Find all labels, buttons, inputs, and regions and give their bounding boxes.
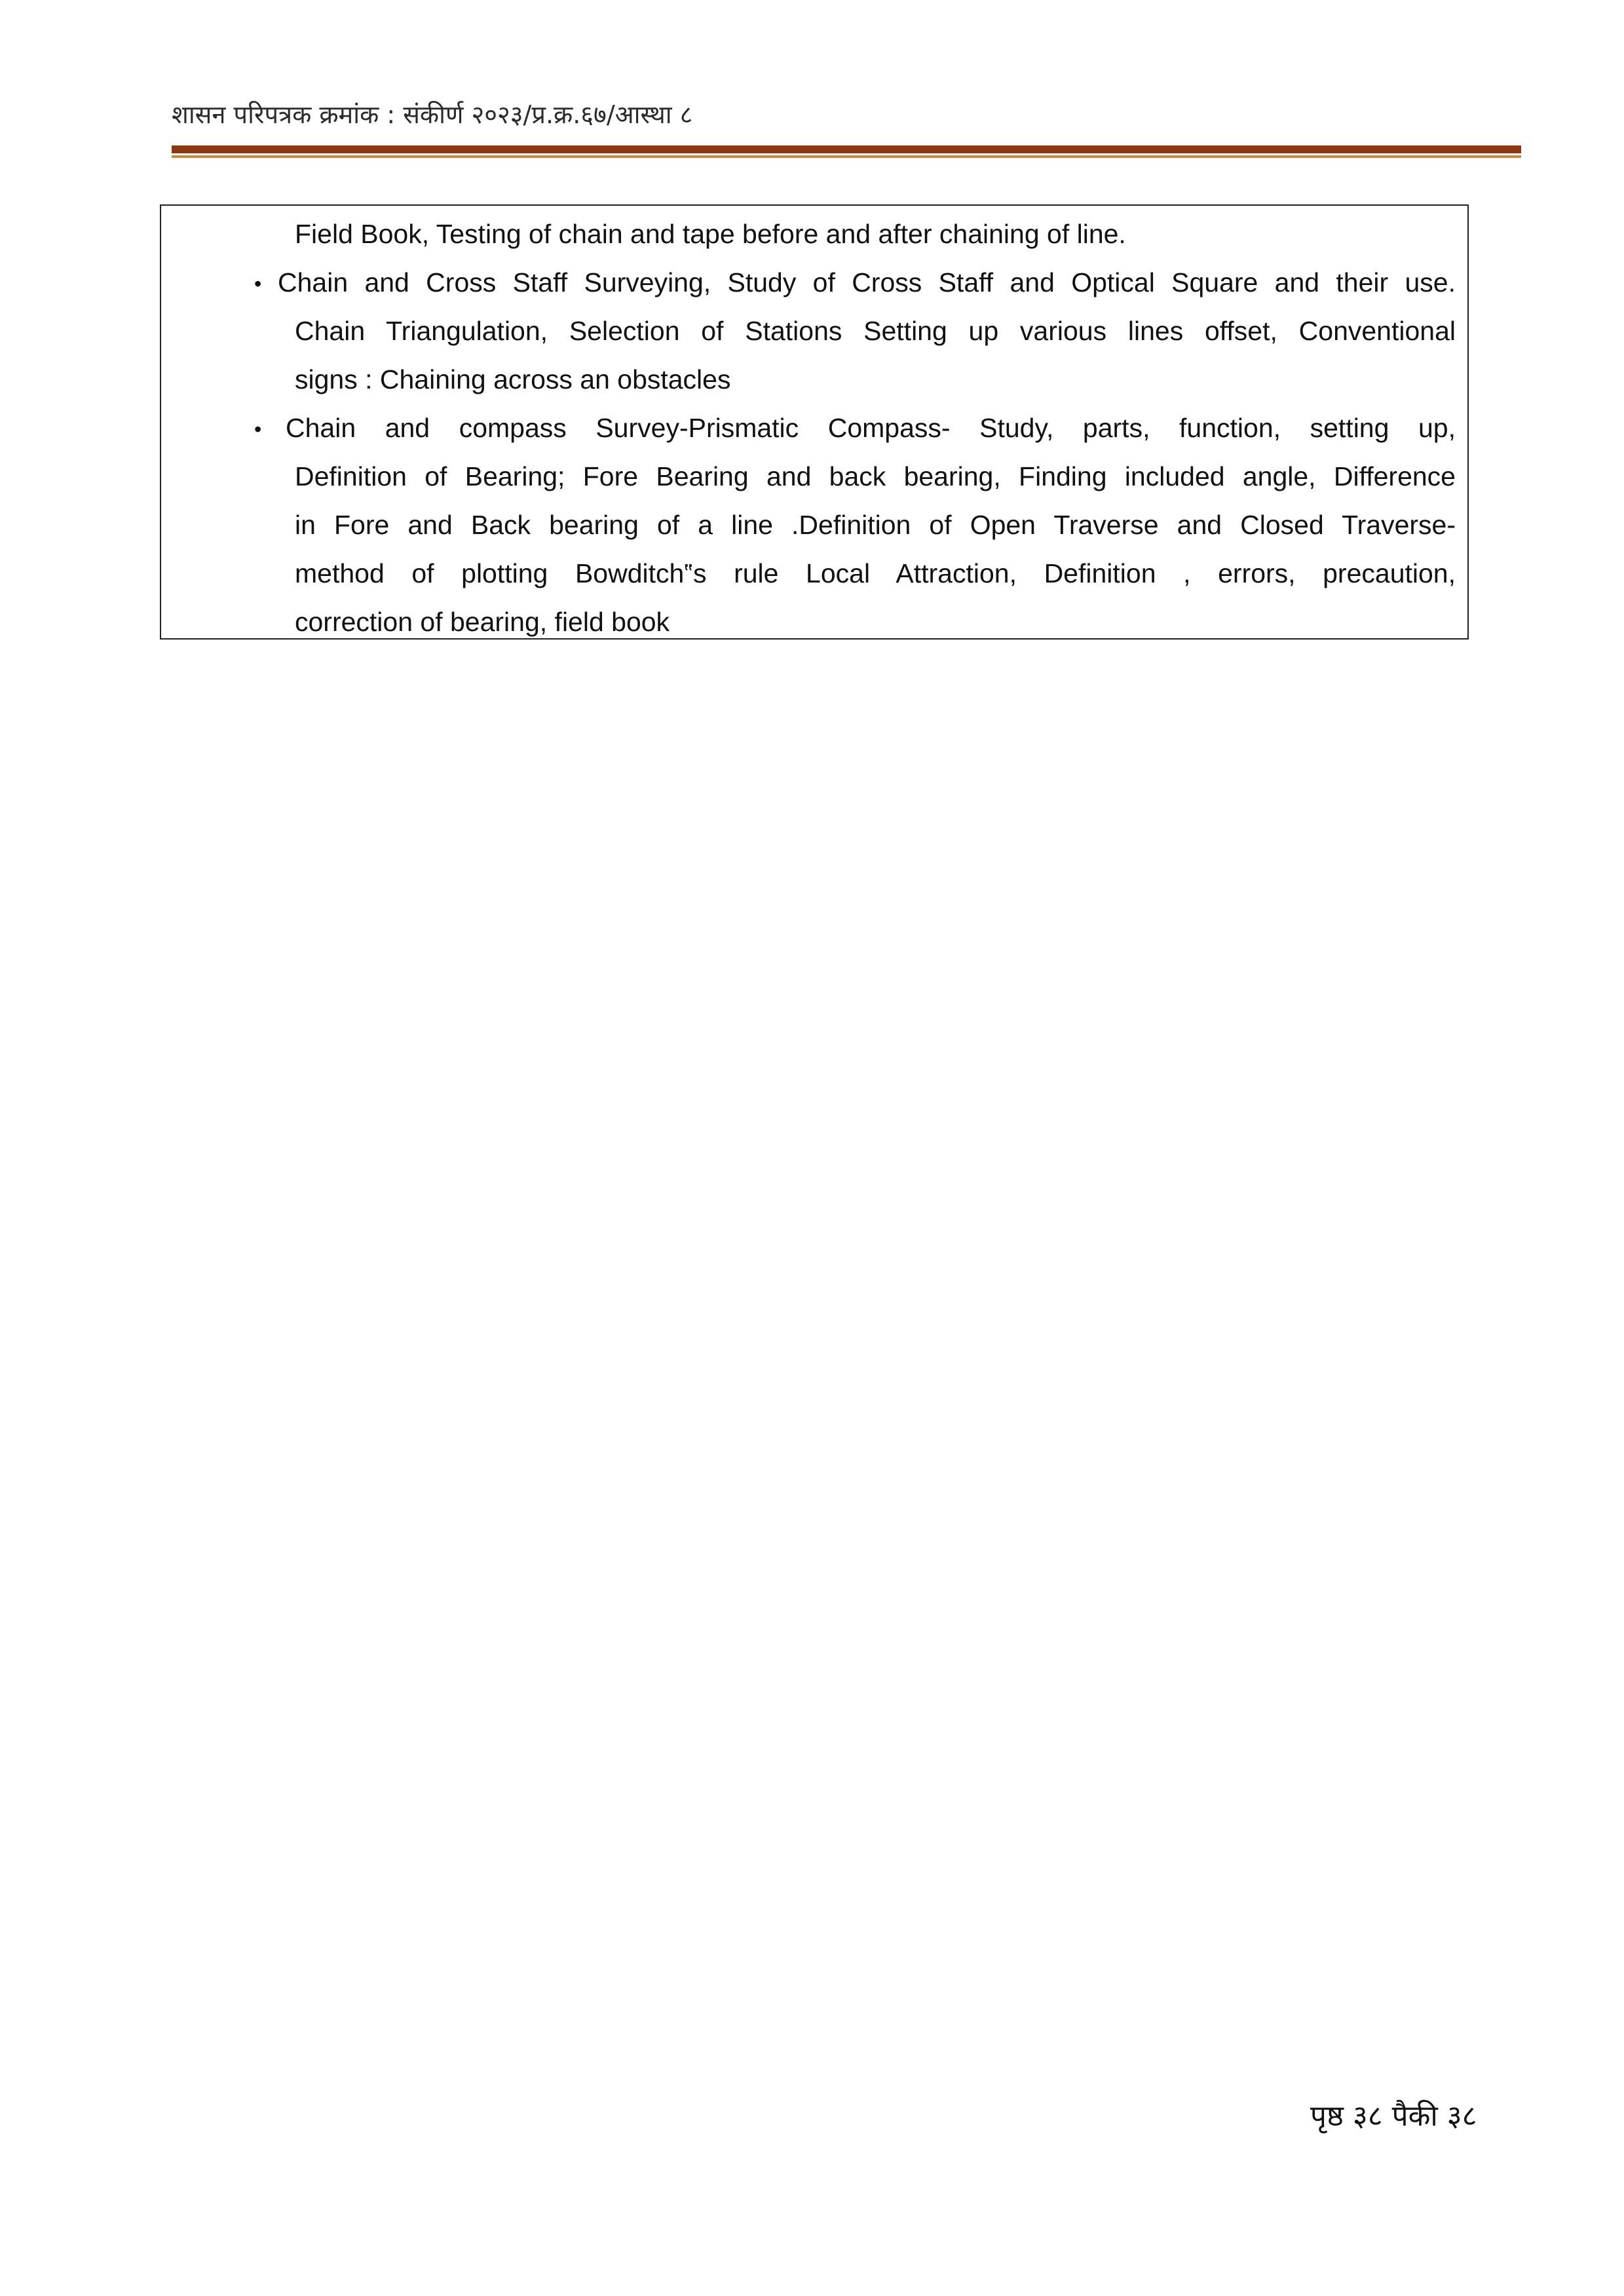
- document-header-title: शासन परिपत्रक क्रमांक : संकीर्ण २०२३/प्र.क्र.६७/आस्था ८: [172, 100, 693, 129]
- header-divider-thick: [172, 145, 1521, 153]
- syllabus-text: [161, 206, 1467, 638]
- bullet-1-line-1: Chain and Cross Staff Surveying, Study of Cross Staff and Optical Square and their use.: [278, 267, 1456, 297]
- bullet-marker-1: •: [254, 272, 262, 296]
- bullet-2-line-3: in Fore and Back bearing of a line .Definition of Open Traverse and Closed Traverse-: [295, 510, 1456, 540]
- header-divider-thin: [172, 155, 1521, 158]
- continuation-line: Field Book, Testing of chain and tape before and after chaining of line.: [295, 219, 1126, 249]
- page-number: पृष्ठ ३८ पैकी ३८: [1310, 2099, 1477, 2133]
- bullet-2-line-1: Chain and compass Survey-Prismatic Compass- Study, parts, function, setting up,: [286, 413, 1456, 443]
- syllabus-content-box: [160, 204, 1469, 640]
- bullet-1-line-2: Chain Triangulation, Selection of Stations Setting up various lines offset, Conventional: [295, 316, 1456, 346]
- bullet-2-line-5: correction of bearing, field book: [295, 607, 670, 637]
- bullet-marker-2: •: [254, 417, 262, 441]
- bullet-2-line-4: method of plotting Bowditch‟s rule Local Attraction, Definition , errors, precaution,: [295, 558, 1456, 588]
- bullet-1-line-3: signs : Chaining across an obstacles: [295, 364, 731, 394]
- bullet-2-line-2: Definition of Bearing; Fore Bearing and back bearing, Finding included angle, Difference: [295, 461, 1456, 491]
